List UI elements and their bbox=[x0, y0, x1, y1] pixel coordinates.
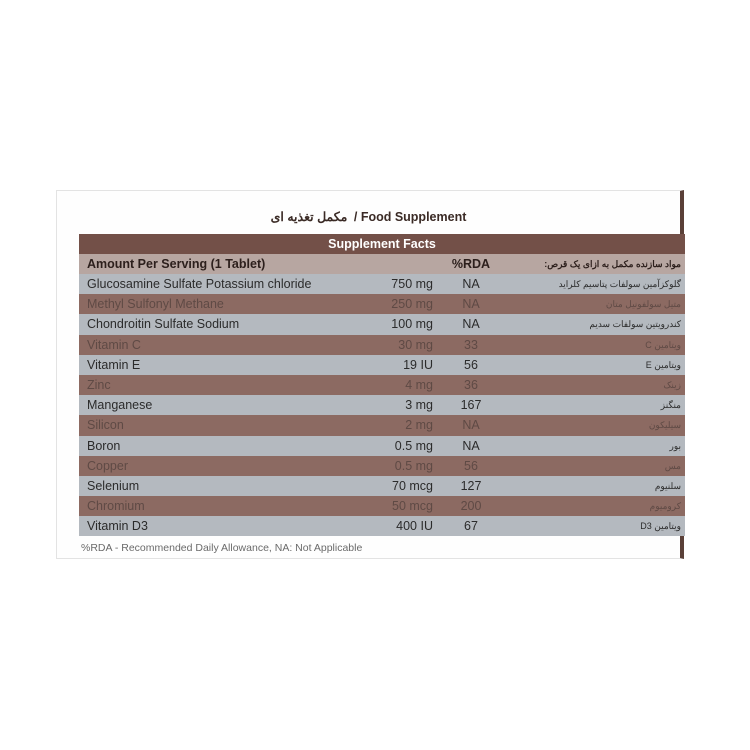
nutrient-amount: 400 IU bbox=[396, 519, 433, 534]
heading-separator: / bbox=[353, 210, 358, 224]
table-row bbox=[79, 496, 685, 516]
nutrient-rda: NA bbox=[462, 418, 480, 433]
table-row bbox=[79, 436, 685, 456]
nutrient-name: Manganese bbox=[87, 398, 153, 413]
supplement-label-card bbox=[56, 190, 684, 559]
table-row bbox=[79, 274, 685, 294]
nutrient-persian-name: ویتامین C bbox=[645, 339, 681, 350]
nutrient-name: Copper bbox=[87, 458, 128, 473]
nutrient-persian-name: متیل سولفونیل متان bbox=[605, 299, 681, 310]
nutrient-amount: 750 mg bbox=[391, 277, 433, 291]
nutrient-persian-name: کرومیوم bbox=[649, 501, 681, 512]
nutrient-rda: 200 bbox=[460, 499, 482, 514]
nutrient-amount: 2 mg bbox=[405, 418, 433, 433]
nutrient-rda: 67 bbox=[464, 519, 478, 534]
nutrient-name: Glucosamine Sulfate Potassium chloride bbox=[87, 277, 312, 291]
nutrient-amount: 3 mg bbox=[405, 398, 433, 413]
nutrient-name: Silicon bbox=[87, 418, 124, 433]
nutrient-rda: NA bbox=[462, 317, 480, 332]
nutrient-persian-name: گلوکزآمین سولفات پتاسیم کلراید bbox=[558, 279, 681, 289]
nutrient-name: Methyl Sulfonyl Methane bbox=[87, 297, 224, 312]
header-amount-per-serving: Amount Per Serving (1 Tablet) bbox=[87, 257, 266, 271]
nutrient-rda: 33 bbox=[464, 337, 478, 352]
heading-persian: مکمل تغذیه ای bbox=[270, 210, 348, 224]
table-row bbox=[79, 476, 685, 496]
nutrient-amount: 4 mg bbox=[405, 377, 433, 392]
nutrient-amount: 30 mg bbox=[398, 337, 433, 352]
header-persian: مواد سازنده مکمل به ازای یک قرص: bbox=[544, 259, 681, 269]
heading-english: Food Supplement bbox=[360, 210, 467, 224]
nutrient-rda: 167 bbox=[460, 398, 482, 413]
nutrient-name: Vitamin D3 bbox=[87, 519, 148, 534]
nutrient-name: Chondroitin Sulfate Sodium bbox=[87, 317, 240, 332]
nutrient-persian-name: منگنز bbox=[660, 400, 681, 411]
nutrient-name: Vitamin E bbox=[87, 357, 141, 372]
footnote: %RDA - Recommended Daily Allowance, NA: Not Applicable bbox=[81, 542, 363, 554]
table-row bbox=[79, 516, 685, 536]
table-title: Supplement Facts bbox=[79, 234, 685, 254]
nutrient-rda: 56 bbox=[464, 357, 478, 372]
nutrient-name: Zinc bbox=[87, 377, 111, 392]
table-row bbox=[79, 395, 685, 415]
nutrient-rda: 36 bbox=[464, 377, 478, 392]
table-header-row bbox=[79, 254, 685, 274]
nutrient-persian-name: ویتامین E bbox=[645, 359, 681, 370]
table-row bbox=[79, 355, 685, 375]
nutrient-name: Vitamin C bbox=[87, 337, 141, 352]
nutrient-rda: 127 bbox=[460, 478, 482, 493]
nutrient-rda: NA bbox=[462, 438, 480, 453]
nutrient-amount: 70 mcg bbox=[392, 478, 433, 493]
header-rda: %RDA bbox=[451, 257, 491, 271]
table-row bbox=[79, 314, 685, 334]
nutrient-persian-name: زینک bbox=[663, 379, 681, 390]
nutrient-amount: 50 mcg bbox=[392, 499, 433, 514]
table-row bbox=[79, 456, 685, 476]
nutrient-name: Chromium bbox=[87, 499, 145, 514]
nutrient-persian-name: سلنیوم bbox=[654, 480, 681, 491]
nutrient-persian-name: سیلیکون bbox=[648, 420, 681, 431]
nutrient-amount: 0.5 mg bbox=[394, 438, 433, 453]
nutrient-name: Boron bbox=[87, 438, 121, 453]
table-row bbox=[79, 415, 685, 435]
nutrient-amount: 0.5 mg bbox=[394, 458, 433, 473]
table-row bbox=[79, 335, 685, 355]
nutrient-persian-name: کندرویتین سولفات سدیم bbox=[589, 319, 681, 330]
nutrient-name: Selenium bbox=[87, 478, 140, 493]
nutrient-rda: 56 bbox=[464, 458, 478, 473]
nutrient-rda: NA bbox=[462, 297, 480, 312]
nutrient-persian-name: ویتامین D3 bbox=[640, 521, 681, 532]
table-row bbox=[79, 294, 685, 314]
nutrient-amount: 100 mg bbox=[391, 317, 433, 332]
table-row bbox=[79, 375, 685, 395]
supplement-facts-table bbox=[79, 234, 685, 536]
nutrient-persian-name: مس bbox=[664, 460, 681, 471]
nutrient-amount: 19 IU bbox=[403, 357, 433, 372]
label-heading bbox=[57, 209, 680, 224]
nutrient-rda: NA bbox=[462, 277, 480, 291]
nutrient-amount: 250 mg bbox=[391, 297, 433, 312]
table-body bbox=[79, 274, 685, 536]
nutrient-persian-name: بور bbox=[669, 440, 681, 451]
